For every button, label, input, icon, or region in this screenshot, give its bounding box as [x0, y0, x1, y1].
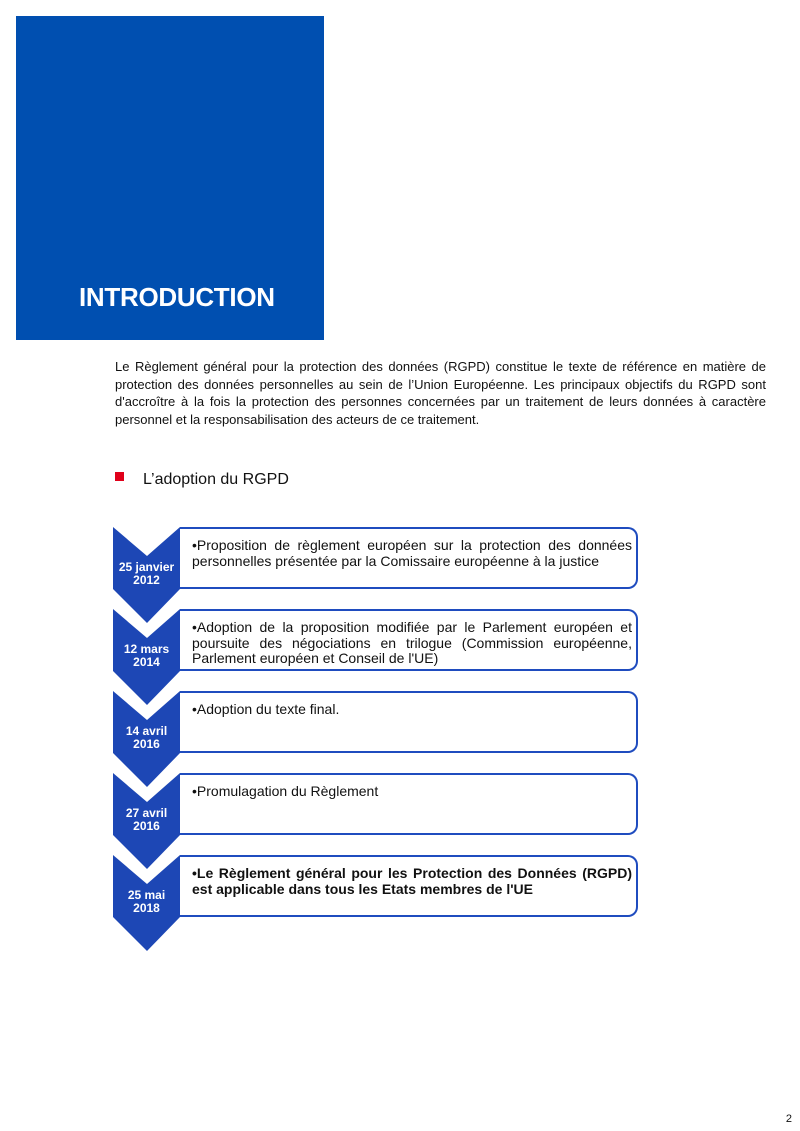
timeline-event-text: •Promulagation du Règlement: [192, 783, 379, 799]
timeline-event-box: [180, 609, 638, 671]
timeline-event-text: •Proposition de règlement européen sur la protection des données personnelles présentée par la Comissaire européenne à la justice: [192, 537, 632, 569]
timeline-step: [113, 855, 641, 951]
title-banner: [16, 16, 324, 340]
intro-paragraph: Le Règlement général pour la protection des données (RGPD) constitue le texte de référence en matière de protection des données personnelles au sein de l’Union Européenne. Les principaux objectifs du RGPD sont d'accroître à la fois la protection des personnes concernées par un traitement de leurs données à caractère personnel et la responsabilisation des acteurs de ce traitement.: [115, 359, 766, 427]
red-square-bullet-icon: [115, 472, 124, 481]
timeline-date: 25 janvier 2012: [118, 560, 175, 587]
page-title: INTRODUCTION: [79, 282, 275, 312]
timeline-date: 27 avril 2016: [125, 806, 168, 833]
timeline-date: 14 avril 2016: [125, 724, 168, 751]
timeline-event-box: [180, 527, 638, 589]
timeline-date: 25 mai 2018: [127, 888, 166, 915]
section-heading: [115, 471, 289, 489]
timeline-event-text: •Adoption de la proposition modifiée par le Parlement européen et poursuite des négociations en trilogue (Commission européenne, Parlement européen et Conseil de l'UE): [192, 619, 632, 666]
page-number: 2: [785, 1113, 792, 1125]
timeline-event-text: •Adoption du texte final.: [192, 701, 340, 717]
timeline-event-text: •Le Règlement général pour les Protection des Données (RGPD) est applicable dans tous les Etats membres de l'UE: [192, 865, 632, 897]
timeline-date: 12 mars 2014: [123, 642, 170, 669]
section-title: L’adoption du RGPD: [143, 471, 289, 488]
timeline-event-box: [180, 855, 638, 917]
timeline-event-box: [180, 773, 638, 835]
timeline-event-box: [180, 691, 638, 753]
